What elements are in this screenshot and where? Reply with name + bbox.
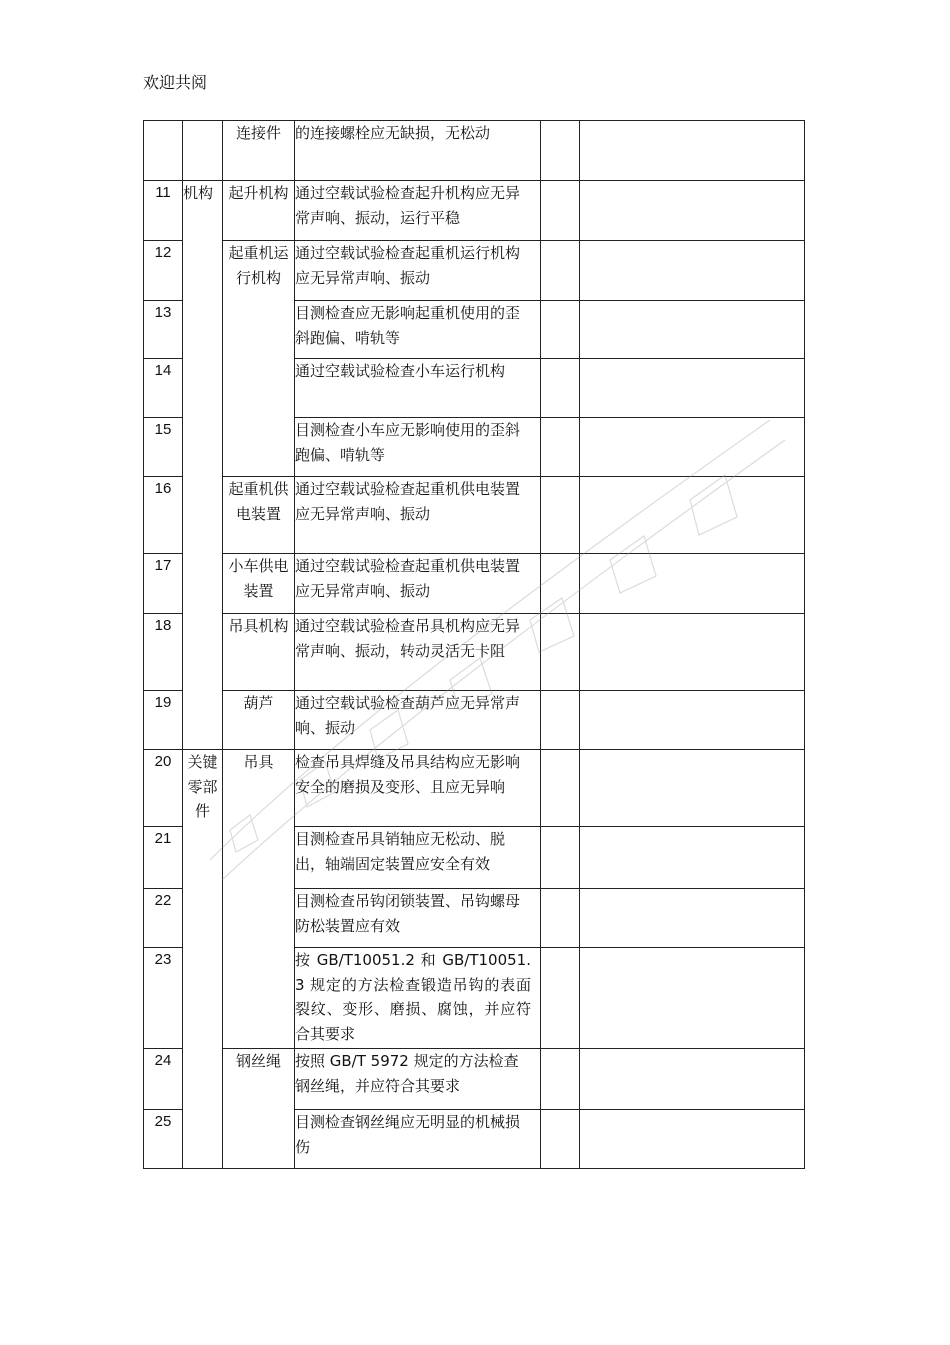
remark-cell [580, 827, 805, 889]
remark-cell [580, 121, 805, 181]
requirement-cell: 通过空载试验检查起重机供电装置应无异常声响、振动 [295, 554, 541, 614]
page-header: 欢迎共阅 [143, 73, 208, 92]
result-cell [541, 827, 580, 889]
component-crane-travel: 起重机运行机构 [223, 241, 295, 477]
requirement-cell: 目测检查小车应无影响使用的歪斜跑偏、啃轨等 [295, 418, 541, 477]
component-sling: 吊具 [223, 750, 295, 1049]
result-cell [541, 614, 580, 691]
inspection-table [143, 120, 805, 1169]
category-cell [183, 121, 223, 181]
remark-cell [580, 241, 805, 301]
result-cell [541, 301, 580, 359]
row-number: 15 [144, 418, 183, 477]
remark-cell [580, 1110, 805, 1169]
remark-cell [580, 889, 805, 948]
remark-cell [580, 301, 805, 359]
row-number: 18 [144, 614, 183, 691]
row-number: 24 [144, 1049, 183, 1110]
row-number: 13 [144, 301, 183, 359]
table-row [144, 121, 805, 181]
result-cell [541, 359, 580, 418]
requirement-cell: 目测检查吊钩闭锁装置、吊钩螺母防松装置应有效 [295, 889, 541, 948]
table-row [144, 691, 805, 750]
requirement-cell: 按照 GB/T 5972 规定的方法检查钢丝绳，并应符合其要求 [295, 1049, 541, 1110]
table-row [144, 750, 805, 827]
requirement-cell: 通过空载试验检查小车运行机构 [295, 359, 541, 418]
row-number: 25 [144, 1110, 183, 1169]
category-mechanism: 机构 [183, 181, 223, 750]
remark-cell [580, 750, 805, 827]
requirement-cell: 通过空载试验检查吊具机构应无异常声响、振动，转动灵活无卡阻 [295, 614, 541, 691]
row-number: 23 [144, 948, 183, 1049]
requirement-cell: 检查吊具焊缝及吊具结构应无影响安全的磨损及变形、且应无异响 [295, 750, 541, 827]
row-number [144, 121, 183, 181]
component-cell: 连接件 [223, 121, 295, 181]
component-cell: 起重机供电装置 [223, 477, 295, 554]
row-number: 22 [144, 889, 183, 948]
requirement-cell: 通过空载试验检查起升机构应无异常声响、振动，运行平稳 [295, 181, 541, 241]
requirement-cell: 通过空载试验检查起重机供电装置应无异常声响、振动 [295, 477, 541, 554]
row-number: 19 [144, 691, 183, 750]
table-row [144, 241, 805, 301]
component-cell: 起升机构 [223, 181, 295, 241]
table-row [144, 1049, 805, 1110]
remark-cell [580, 181, 805, 241]
requirement-cell: 目测检查吊具销轴应无松动、脱出，轴端固定装置应安全有效 [295, 827, 541, 889]
requirement-cell: 按 GB/T10051.2 和 GB/T10051.3 规定的方法检查锻造吊钩的表面裂纹、变形、磨损、腐蚀，并应符合其要求 [295, 948, 541, 1049]
remark-cell [580, 1049, 805, 1110]
row-number: 14 [144, 359, 183, 418]
row-number: 20 [144, 750, 183, 827]
row-number: 17 [144, 554, 183, 614]
result-cell [541, 889, 580, 948]
requirement-cell: 通过空载试验检查葫芦应无异常声响、振动 [295, 691, 541, 750]
component-cell: 小车供电装置 [223, 554, 295, 614]
remark-cell [580, 948, 805, 1049]
table-row [144, 554, 805, 614]
row-number: 12 [144, 241, 183, 301]
remark-cell [580, 614, 805, 691]
row-number: 16 [144, 477, 183, 554]
remark-cell [580, 418, 805, 477]
remark-cell [580, 554, 805, 614]
requirement-cell: 的连接螺栓应无缺损，无松动 [295, 121, 541, 181]
row-number: 11 [144, 181, 183, 241]
table-row [144, 614, 805, 691]
component-cell: 吊具机构 [223, 614, 295, 691]
component-cell: 葫芦 [223, 691, 295, 750]
component-wire-rope: 钢丝绳 [223, 1049, 295, 1169]
result-cell [541, 477, 580, 554]
category-key-parts: 关键零部件 [183, 750, 223, 1169]
table-row [144, 477, 805, 554]
requirement-cell: 目测检查钢丝绳应无明显的机械损伤 [295, 1110, 541, 1169]
result-cell [541, 691, 580, 750]
remark-cell [580, 359, 805, 418]
result-cell [541, 241, 580, 301]
remark-cell [580, 477, 805, 554]
result-cell [541, 418, 580, 477]
result-cell [541, 1110, 580, 1169]
table-row [144, 181, 805, 241]
result-cell [541, 750, 580, 827]
result-cell [541, 1049, 580, 1110]
remark-cell [580, 691, 805, 750]
requirement-cell: 目测检查应无影响起重机使用的歪斜跑偏、啃轨等 [295, 301, 541, 359]
result-cell [541, 121, 580, 181]
requirement-cell: 通过空载试验检查起重机运行机构应无异常声响、振动 [295, 241, 541, 301]
result-cell [541, 554, 580, 614]
row-number: 21 [144, 827, 183, 889]
result-cell [541, 181, 580, 241]
result-cell [541, 948, 580, 1049]
